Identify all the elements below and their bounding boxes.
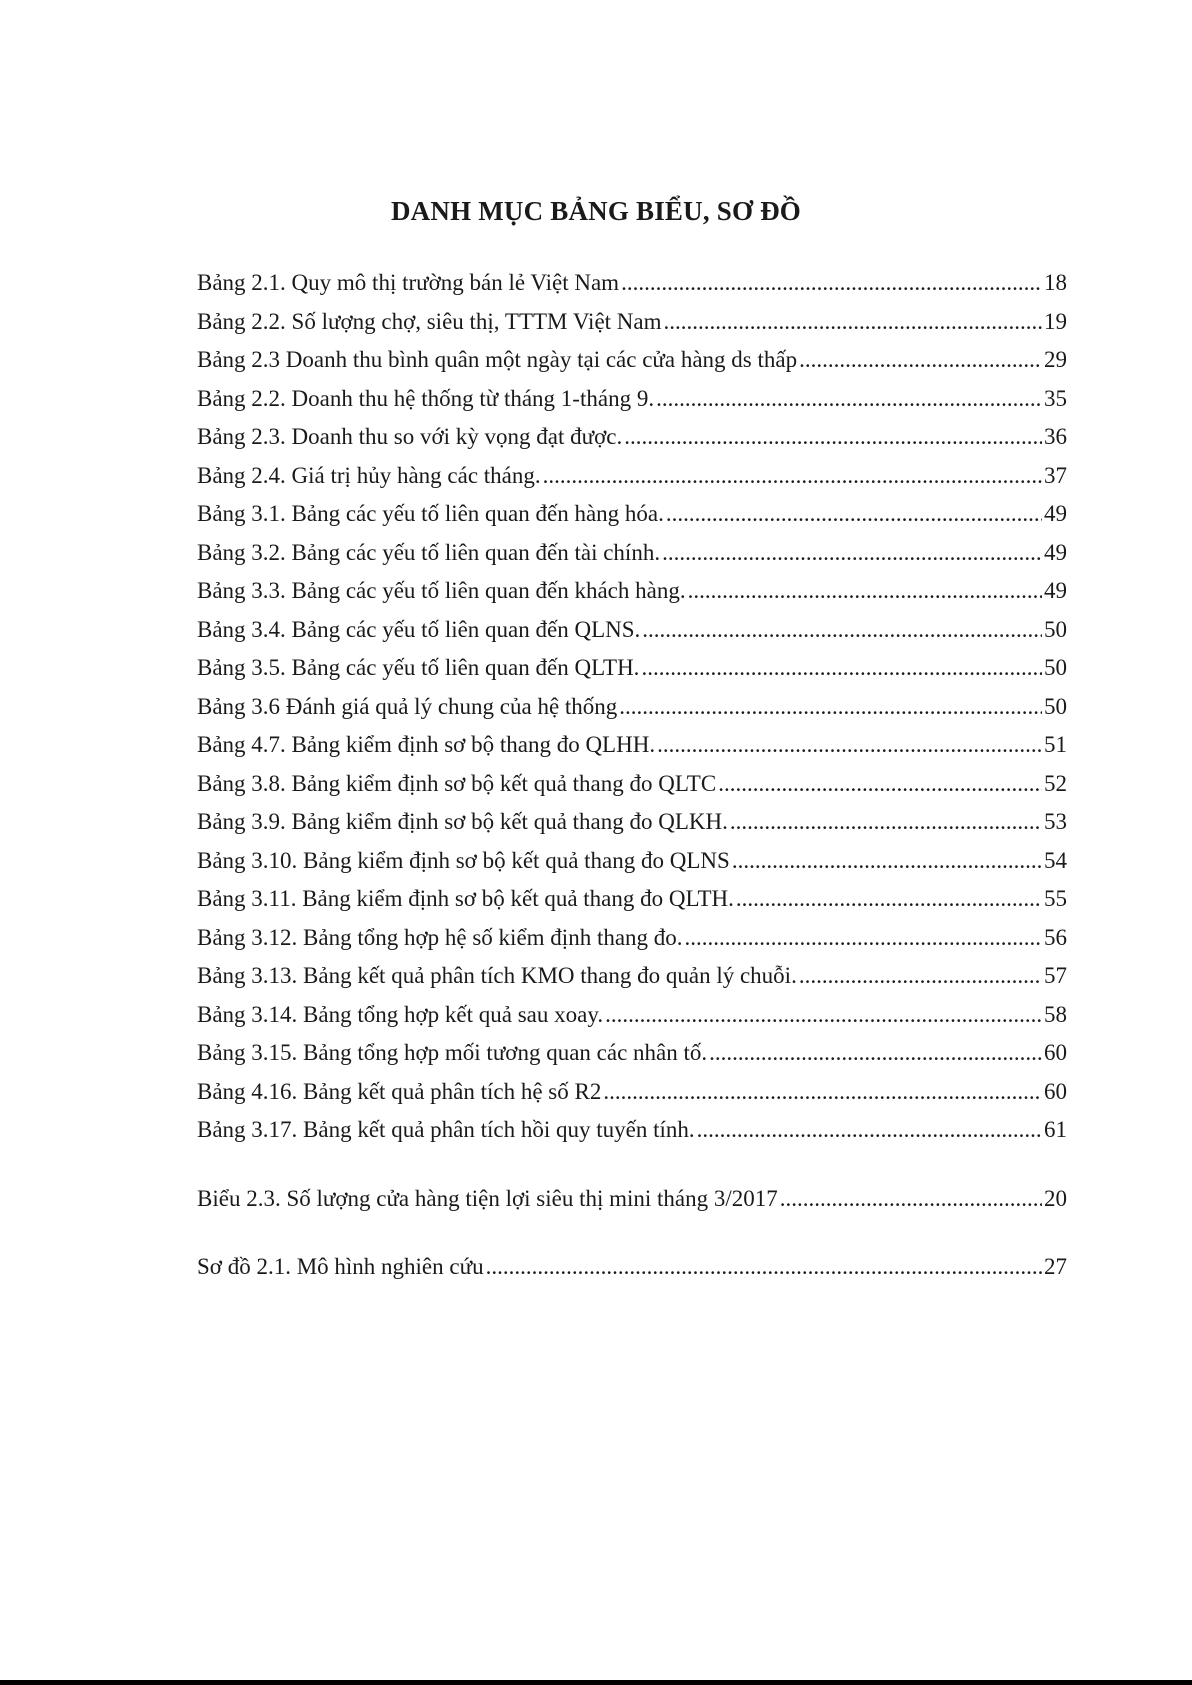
entry-label: Bảng 3.4. Bảng các yếu tố liên quan đến QLNS. bbox=[197, 616, 641, 642]
entry-page: 53 bbox=[1044, 809, 1067, 834]
entry-page: 35 bbox=[1044, 385, 1067, 411]
entry-label: Bảng 2.1. Quy mô thị trường bán lẻ Việt Nam bbox=[197, 270, 620, 295]
toc-entry bbox=[197, 1186, 1067, 1225]
dot-leader bbox=[799, 347, 1042, 373]
entry-label: Bảng 2.3 Doanh thu bình quân một ngày tại các cửa hàng ds thấp bbox=[197, 347, 798, 372]
entry-label: Bảng 3.1. Bảng các yếu tố liên quan đến hàng hóa. bbox=[197, 501, 664, 526]
dot-leader bbox=[709, 1040, 1042, 1066]
dot-leader bbox=[697, 1117, 1042, 1143]
dot-leader bbox=[603, 1079, 1042, 1105]
toc-entry bbox=[197, 386, 1067, 425]
entry-label: Bảng 3.9. Bảng kiểm định sơ bộ kết quả thang đo QLKH. bbox=[197, 809, 728, 834]
dot-leader bbox=[718, 771, 1042, 797]
entry-label: Bảng 3.6 Đánh giá quả lý chung của hệ thống bbox=[197, 693, 618, 719]
dot-leader bbox=[732, 848, 1042, 874]
entry-page: 51 bbox=[1044, 732, 1067, 757]
dot-leader bbox=[780, 1186, 1042, 1212]
diagrams-list bbox=[197, 1254, 1067, 1293]
entry-page: 18 bbox=[1044, 270, 1067, 295]
toc-entry bbox=[197, 617, 1067, 656]
toc-entry bbox=[197, 1117, 1067, 1156]
entry-label: Bảng 3.2. Bảng các yếu tố liên quan đến tài chính. bbox=[197, 539, 661, 565]
toc-entry bbox=[197, 963, 1067, 1002]
dot-leader bbox=[662, 540, 1042, 566]
toc-entry bbox=[197, 886, 1067, 925]
entry-label: Bảng 4.7. Bảng kiểm định sơ bộ thang đo QLHH. bbox=[197, 732, 656, 757]
entry-page: 36 bbox=[1044, 424, 1067, 449]
entry-page: 56 bbox=[1044, 924, 1067, 950]
entry-page: 58 bbox=[1044, 1001, 1067, 1027]
dot-leader bbox=[666, 501, 1042, 527]
entry-label: Bảng 2.2. Doanh thu hệ thống từ tháng 1-tháng 9. bbox=[197, 385, 655, 411]
toc-entry bbox=[197, 501, 1067, 540]
toc-entry bbox=[197, 655, 1067, 694]
entry-label: Bảng 4.16. Bảng kết quả phân tích hệ số R2 bbox=[197, 1078, 602, 1104]
dot-leader bbox=[486, 1254, 1042, 1280]
page-title: DANH MỤC BẢNG BIỂU, SƠ ĐỒ bbox=[390, 196, 802, 226]
entry-label: Bảng 3.11. Bảng kiểm định sơ bộ kết quả thang đo QLTH. bbox=[197, 886, 734, 911]
toc-entry bbox=[197, 1002, 1067, 1041]
toc-entry bbox=[197, 732, 1067, 771]
entry-label: Biểu 2.3. Số lượng cửa hàng tiện lợi siêu thị mini tháng 3/2017 bbox=[197, 1185, 778, 1211]
dot-leader bbox=[799, 963, 1042, 989]
entry-label: Sơ đồ 2.1. Mô hình nghiên cứu bbox=[197, 1254, 484, 1279]
entry-page: 29 bbox=[1044, 347, 1067, 372]
toc-entry bbox=[197, 694, 1067, 733]
toc-entry bbox=[197, 309, 1067, 348]
toc-entry bbox=[197, 424, 1067, 463]
charts-list bbox=[197, 1186, 1067, 1225]
toc-entry bbox=[197, 463, 1067, 502]
entry-label: Bảng 3.12. Bảng tổng hợp hệ số kiểm định thang đo. bbox=[197, 924, 683, 950]
dot-leader bbox=[657, 732, 1042, 758]
entry-label: Bảng 3.14. Bảng tổng hợp kết quả sau xoay. bbox=[197, 1001, 604, 1027]
entry-page: 55 bbox=[1044, 886, 1067, 911]
toc-entry bbox=[197, 540, 1067, 579]
entry-page: 50 bbox=[1044, 616, 1067, 642]
dot-leader bbox=[656, 386, 1042, 412]
toc-entry bbox=[197, 1079, 1067, 1118]
toc-entry bbox=[197, 809, 1067, 848]
dot-leader bbox=[619, 694, 1042, 720]
toc-entry bbox=[197, 925, 1067, 964]
toc-entry bbox=[197, 270, 1067, 309]
entry-label: Bảng 3.8. Bảng kiểm định sơ bộ kết quả thang đo QLTC bbox=[197, 770, 717, 796]
tables-list bbox=[197, 270, 1067, 1156]
entry-label: Bảng 3.15. Bảng tổng hợp mối tương quan các nhân tố. bbox=[197, 1040, 708, 1065]
dot-leader bbox=[641, 655, 1042, 681]
toc-entry bbox=[197, 848, 1067, 887]
entry-page: 50 bbox=[1044, 693, 1067, 719]
entry-page: 27 bbox=[1044, 1254, 1067, 1279]
entry-page: 54 bbox=[1044, 847, 1067, 873]
entry-label: Bảng 2.2. Số lượng chợ, siêu thị, TTTM Việt Nam bbox=[197, 308, 662, 334]
entry-label: Bảng 2.3. Doanh thu so với kỳ vọng đạt được. bbox=[197, 424, 623, 449]
entry-label: Bảng 3.3. Bảng các yếu tố liên quan đến khách hàng. bbox=[197, 578, 686, 603]
dot-leader bbox=[730, 809, 1042, 835]
entry-label: Bảng 3.10. Bảng kiểm định sơ bộ kết quả thang đo QLNS bbox=[197, 847, 730, 873]
entry-page: 60 bbox=[1044, 1078, 1067, 1104]
dot-leader bbox=[685, 925, 1042, 951]
dot-leader bbox=[624, 424, 1042, 450]
entry-page: 20 bbox=[1044, 1185, 1067, 1211]
dot-leader bbox=[543, 463, 1042, 489]
entry-label: Bảng 2.4. Giá trị hủy hàng các tháng. bbox=[197, 462, 541, 488]
entry-page: 37 bbox=[1044, 462, 1067, 488]
entry-page: 49 bbox=[1044, 501, 1067, 526]
toc-entry bbox=[197, 1040, 1067, 1079]
dot-leader bbox=[688, 578, 1042, 604]
dot-leader bbox=[736, 886, 1042, 912]
toc-entry bbox=[197, 1254, 1067, 1293]
dot-leader bbox=[621, 270, 1042, 296]
entry-label: Bảng 3.5. Bảng các yếu tố liên quan đến QLTH. bbox=[197, 655, 640, 680]
toc-entry bbox=[197, 771, 1067, 810]
entry-page: 19 bbox=[1044, 308, 1067, 334]
entry-page: 61 bbox=[1044, 1117, 1067, 1142]
toc-entry bbox=[197, 578, 1067, 617]
table-of-contents bbox=[197, 270, 1067, 1293]
dot-leader bbox=[642, 617, 1042, 643]
dot-leader bbox=[664, 309, 1042, 335]
entry-page: 50 bbox=[1044, 655, 1067, 680]
entry-page: 49 bbox=[1044, 539, 1067, 565]
entry-page: 60 bbox=[1044, 1040, 1067, 1065]
entry-page: 57 bbox=[1044, 963, 1067, 988]
dot-leader bbox=[605, 1002, 1042, 1028]
toc-entry bbox=[197, 347, 1067, 386]
entry-label: Bảng 3.17. Bảng kết quả phân tích hồi quy tuyến tính. bbox=[197, 1117, 695, 1142]
page-bottom-border bbox=[0, 1680, 1192, 1685]
entry-label: Bảng 3.13. Bảng kết quả phân tích KMO thang đo quản lý chuỗi. bbox=[197, 963, 797, 988]
entry-page: 52 bbox=[1044, 770, 1067, 796]
entry-page: 49 bbox=[1044, 578, 1067, 603]
